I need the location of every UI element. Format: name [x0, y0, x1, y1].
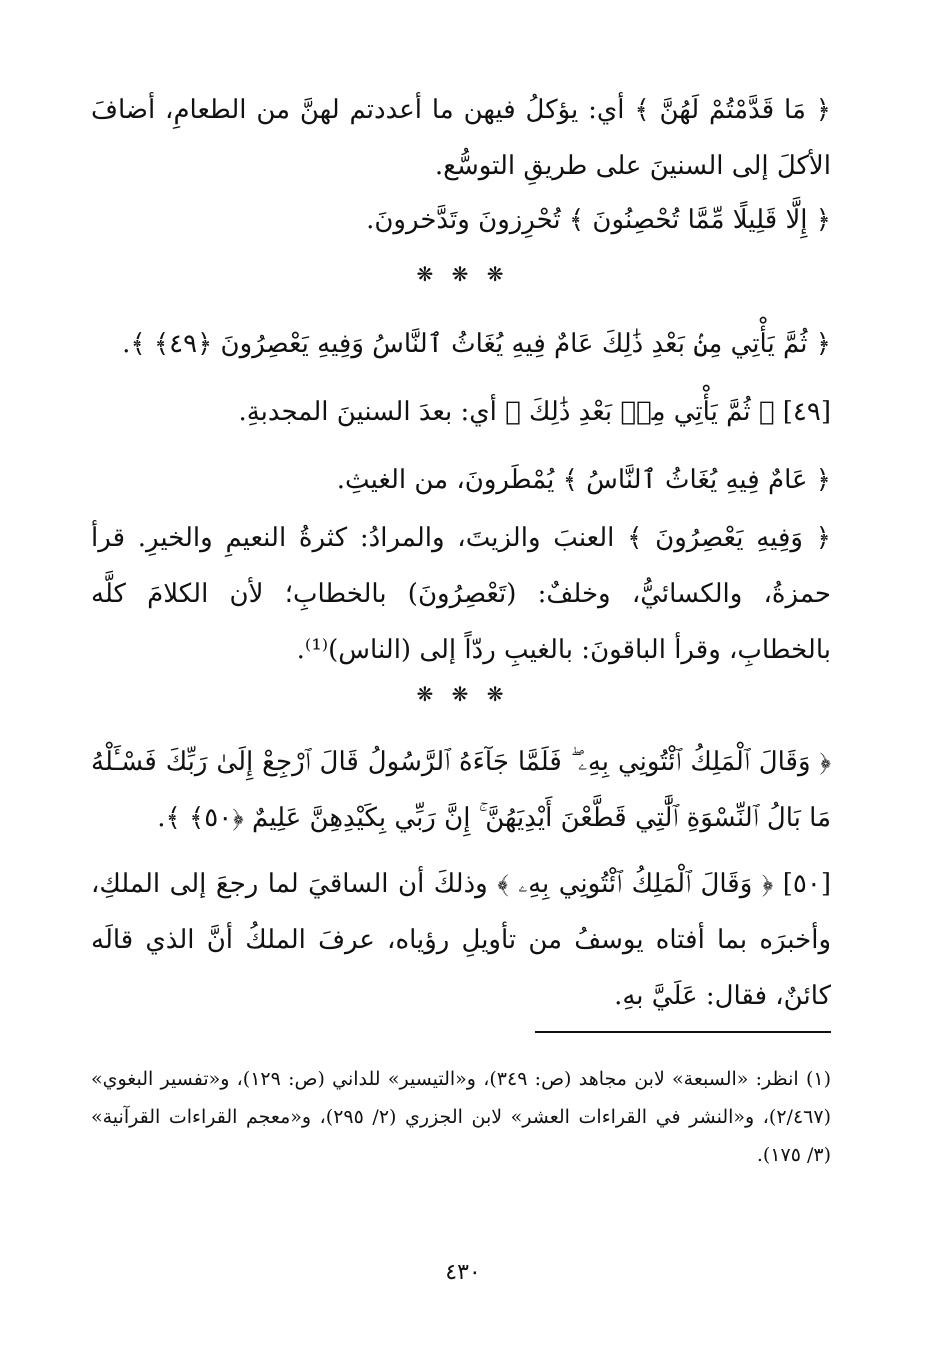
commentary-49-a: [٤٩] ﴿ ثُمَّ يَأْتِي مِنۢ بَعْدِ ذَٰلِكَ ﴾ أي: بعدَ السنينَ المجدبةِ. — [238, 397, 831, 427]
verse-49: ﴿ ثُمَّ يَأْتِي مِنۢ بَعْدِ ذَٰلِكَ عَامٌ فِيهِ يُغَاثُ ٱلنَّاسُ وَفِيهِ يَعْصِرُونَ ﴿٤٩﴾ ﴾. — [122, 329, 831, 359]
paragraph-2: ﴿ إِلَّا قَلِيلًا مِّمَّا تُحْصِنُونَ ﴾ تُحْرِزونَ وتَدَّخرونَ. — [366, 205, 831, 235]
section-separator-1: ❋ ❋ ❋ — [416, 262, 510, 286]
footnote-divider — [535, 1031, 831, 1033]
commentary-50: [٥٠] ﴿ وَقَالَ ٱلْمَلِكُ ٱئْتُونِي بِهِۦ ﴾ وذلكَ أن الساقيَ لما رجعَ إلى الملكِ، وأخبرَه بما أفتاه يوسفُ من تأويلِ رؤياه، عرفَ الملكُ أنَّ الذي قالَه كائنٌ، فقال: عَلَيَّ بهِ. — [91, 869, 831, 1011]
section-separator-2: ❋ ❋ ❋ — [416, 682, 510, 706]
footnote-1: (١) انظر: «السبعة» لابن مجاهد (ص: ٣٤٩)، و«التيسير» للداني (ص: ١٢٩)، و«تفسير البغوي» (٢/٤٦٧)، و«النشر في القراءات العشر» لابن الجزري (٢/ ٢٩٥)، و«معجم القراءات القرآنية» (٣/ ١٧٥). — [91, 1068, 832, 1166]
commentary-49-b: ﴿ عَامٌ فِيهِ يُغَاثُ ٱلنَّاسُ ﴾ يُمْطَرونَ، من الغيثِ. — [336, 465, 831, 495]
commentary-49-c: ﴿ وَفِيهِ يَعْصِرُونَ ﴾ العنبَ والزيتَ، والمرادُ: كثرةُ النعيمِ والخيرِ. قرأ حمزةُ، والكسائيُّ، وخلفٌ: (تَعْصِرُونَ) بالخطابِ؛ لأن الكلامَ كلَّه بالخطابِ، وقرأ الباقونَ: بالغيبِ ردّاً إلى (الناس)⁽¹⁾. — [91, 523, 831, 665]
page-number: ٤٣٠ — [445, 1260, 481, 1285]
verse-50: ﴿ وَقَالَ ٱلْمَلِكُ ٱئْتُونِي بِهِۦ ۖ فَلَمَّا جَآءَهُ ٱلرَّسُولُ قَالَ ٱرْجِعْ إِلَىٰ رَبِّكَ فَسْـَٔلْهُ مَا بَالُ ٱلنِّسْوَةِ ٱلَّٰتِي قَطَّعْنَ أَيْدِيَهُنَّ ۚ إِنَّ رَبِّي بِكَيْدِهِنَّ عَلِيمٌ ﴿٥٠﴾ ﴾. — [91, 747, 831, 833]
paragraph-1: ﴿ مَا قَدَّمْتُمْ لَهُنَّ ﴾ أي: يؤكلُ فيهن ما أعددتم لهنَّ من الطعامِ، أضافَ الأكلَ إلى السنينَ على طريقِ التوسُّع. — [91, 95, 831, 181]
